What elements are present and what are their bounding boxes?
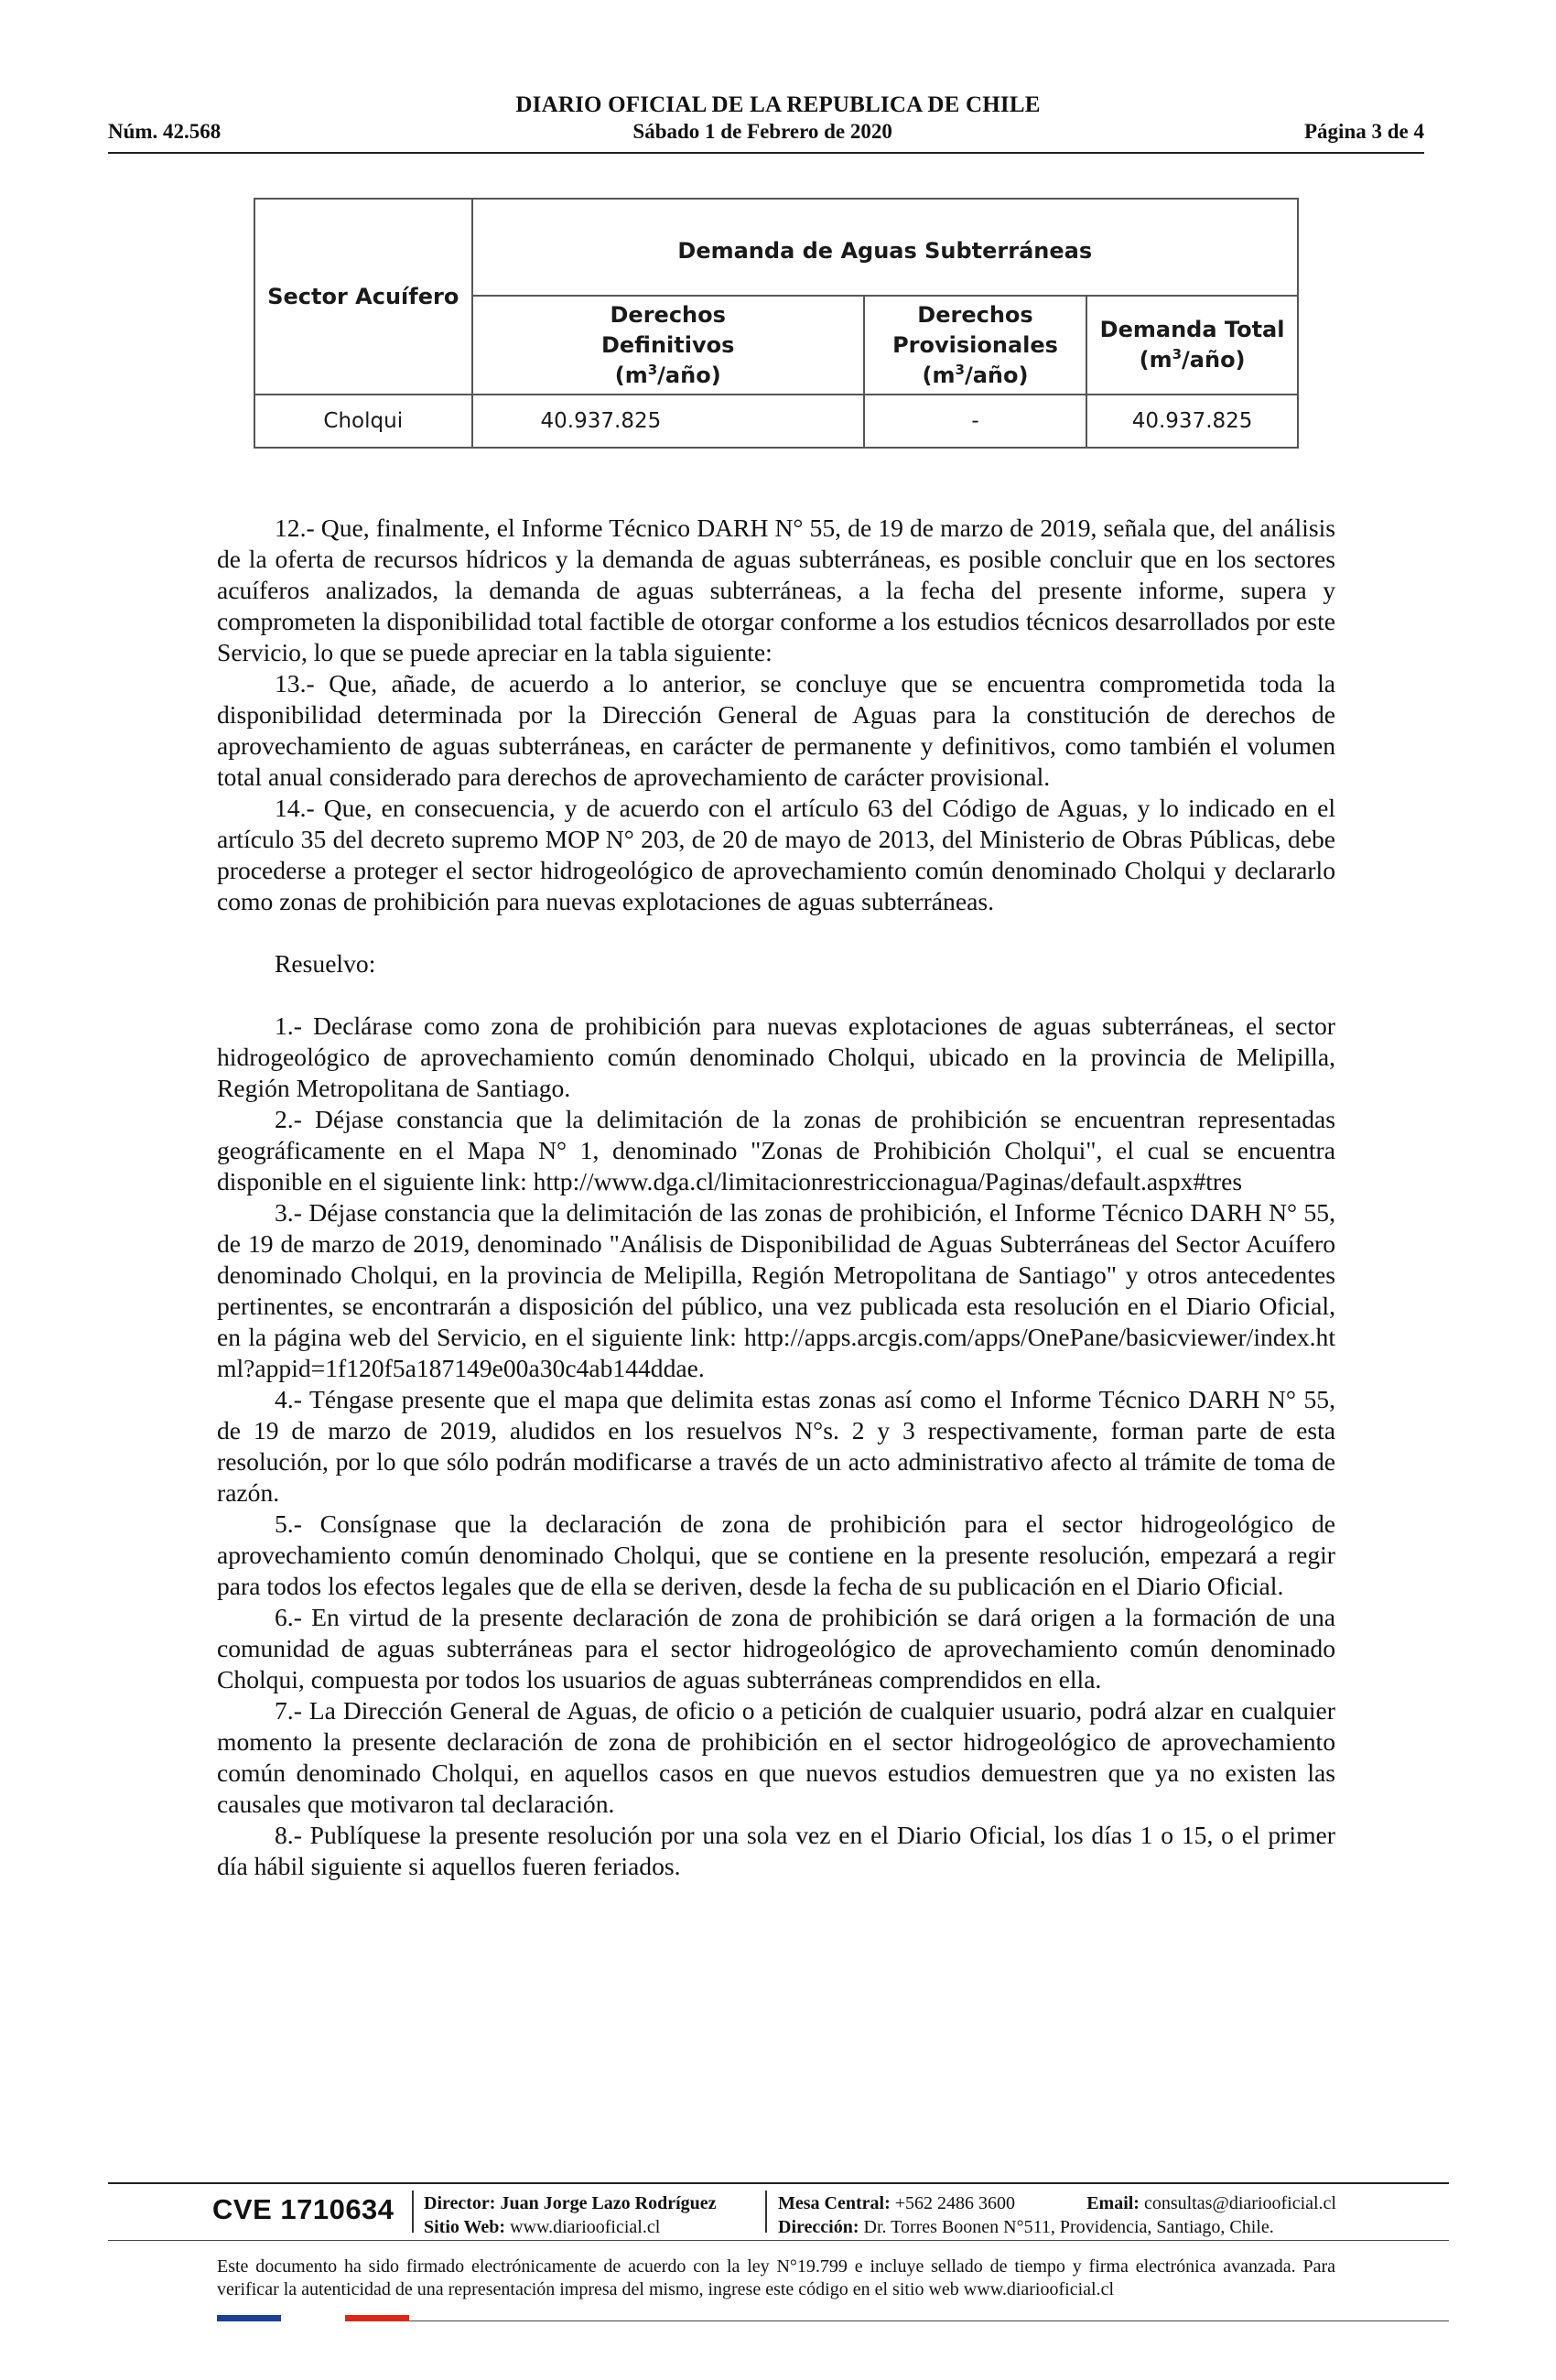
electronic-signature-note: Este documento ha sido firmado electrónicamente de acuerdo con la ley N°19.799 e incluye sellado de tiempo y firma electrónica avanzada. Para verificar la autenticidad de una representación impresa del mismo, ingrese este código en el sitio web www.diariooficial.cl: [217, 2256, 1335, 2299]
newspaper-title: DIARIO OFICIAL DE LA REPUBLICA DE CHILE: [515, 92, 1041, 117]
page-number: Página 3 de 4: [1304, 120, 1424, 143]
issue-date: Sábado 1 de Febrero de 2020: [632, 120, 892, 143]
footer-separator: [765, 2191, 767, 2233]
resuelvo-heading: Resuelvo:: [275, 949, 376, 978]
paragraph-13: 13.- Que, añade, de acuerdo a lo anterior, se concluye que se encuentra comprometida toda la disponibilidad determinada por la Dirección General de Aguas para la constitución de derechos de aprovechamiento de aguas subterráneas, en carácter de permanente y definitivos, como también el volumen total anual considerado para derechos de aprovechamiento de carácter provisional.: [217, 669, 1335, 791]
website-link[interactable]: www.diariooficial.cl: [510, 2217, 661, 2237]
map-link[interactable]: http://www.dga.cl/limitacionrestriccionagua/Paginas/default.aspx#tres: [533, 1167, 1243, 1195]
table-header-row: [254, 199, 1298, 296]
cell-sector: Cholqui: [254, 395, 472, 448]
resolution-6: 6.- En virtud de la presente declaración de zona de prohibición se dará origen a la formación de una comunidad de aguas subterráneas para el sector hidrogeológico de aprovechamiento común denominado Cholqui, compuesta por todos los usuarios de aguas subterráneas comprendidos en ella.: [217, 1603, 1335, 1693]
paragraph-12: 12.- Que, finalmente, el Informe Técnico DARH N° 55, de 19 de marzo de 2019, señala que, del análisis de la oferta de recursos hídricos y la demanda de aguas subterráneas, es posible concluir que en los sectores acuíferos analizados, la demanda de aguas subterráneas, a la fecha del presente informe, supera y comprometen la disponibilidad total factible de otorgar conforme a los estudios técnicos desarrollados por este Servicio, lo que se puede apreciar en la tabla siguiente:: [217, 514, 1335, 666]
footer-rule-mid: [108, 2240, 1449, 2241]
header-row: [108, 120, 1424, 149]
flag-white-segment: [281, 2315, 345, 2321]
demand-table: [254, 198, 1299, 449]
arcgis-link[interactable]: http://apps.arcgis.com/apps/OnePane/basicviewer/index.html?appid=1f120f5a187149e00a30c4ab144ddae.: [217, 1323, 1335, 1382]
address: Dr. Torres Boonen N°511, Providencia, Santiago, Chile.: [863, 2217, 1274, 2237]
header-rule: [108, 152, 1424, 154]
cve-code: CVE 1710634: [212, 2193, 394, 2225]
document-body: [217, 513, 1335, 1882]
cell-provisionales: -: [864, 395, 1086, 448]
flag-blue-segment: [217, 2315, 281, 2321]
col-definitivos-header: Derechos Definitivos $(m^3/año)$: [472, 296, 864, 395]
resolution-2: 2.- Déjase constancia que la delimitación de la zonas de prohibición se encuentran representadas geográficamente en el Mapa N° 1, denominado "Zonas de Prohibición Cholqui", el cual se encuentra disponible en el siguiente link: http://www.dga.cl/limitacionrestriccionagua/Paginas/default.aspx#tres: [217, 1105, 1335, 1195]
resolution-1: 1.- Declárase como zona de prohibición para nuevas explotaciones de aguas subterráneas, el sector hidrogeológico de aprovechamiento común denominado Cholqui, ubicado en la provincia de Melipilla, Región Metropolitana de Santiago.: [217, 1012, 1335, 1102]
col-provisionales-header: Derechos Provisionales $(m^3/año)$: [864, 296, 1086, 395]
resolution-8: 8.- Publíquese la presente resolución por una sola vez en el Diario Oficial, los días 1 o 15, o el primer día hábil siguiente si aquellos fueren feriados.: [217, 1821, 1335, 1880]
flag-stripe: [217, 2315, 409, 2321]
resolution-3: 3.- Déjase constancia que la delimitación de las zonas de prohibición, el Informe Técnico DARH N° 55, de 19 de marzo de 2019, denominado "Análisis de Disponibilidad de Aguas Subterráneas del Sector Acuífero denominado Cholqui, en la provincia de Melipilla, Región Metropolitana de Santiago" y otros antecedentes pertinentes, se encontrarán a disposición del público, una vez publicada esta resolución en el Diario Oficial, en la página web del Servicio, en el siguiente link: http://apps.arcgis.com/apps/OnePane/basicviewer/index.html?appid=1f120f5a187149e00a30c4ab144ddae.: [217, 1198, 1335, 1382]
cell-definitivos: 40.937.825: [472, 395, 864, 448]
table-row: [254, 395, 1298, 448]
sector-header: Sector Acuífero: [254, 199, 472, 395]
issue-number: Núm. 42.568: [108, 120, 222, 143]
footer-rule-top: [108, 2182, 1449, 2184]
group-header: Demanda de Aguas Subterráneas: [472, 199, 1298, 296]
paragraph-14: 14.- Que, en consecuencia, y de acuerdo con el artículo 63 del Código de Aguas, y lo indicado en el artículo 35 del decreto supremo MOP N° 203, de 20 de mayo de 2013, del Ministerio de Obras Públicas, debe procederse a proteger el sector hidrogeológico de aprovechamiento común denominado Cholqui y declararlo como zonas de prohibición para nuevas explotaciones de aguas subterráneas.: [217, 794, 1335, 915]
footer-director-block: Director: Juan Jorge Lazo Rodríguez Sitio Web: www.diariooficial.cl: [424, 2193, 717, 2237]
col-total-header: Demanda Total $(m^3/año)$: [1086, 296, 1298, 395]
footer-contact-block: Mesa Central: +562 2486 3600 Email: consultas@diariooficial.cl Dirección: Dr. Torres Boonen N°511, Providencia, Santiago, Chile.: [778, 2193, 1336, 2237]
phone-number: +562 2486 3600: [894, 2193, 1016, 2213]
flag-red-segment: [345, 2315, 409, 2321]
cell-total: 40.937.825: [1086, 395, 1298, 448]
director-name: Juan Jorge Lazo Rodríguez: [500, 2193, 717, 2213]
email-link[interactable]: consultas@diariooficial.cl: [1143, 2193, 1336, 2213]
resolution-4: 4.- Téngase presente que el mapa que delimita estas zonas así como el Informe Técnico DARH N° 55, de 19 de marzo de 2019, aludidos en los resuelvos N°s. 2 y 3 respectivamente, forman parte de esta resolución, por lo que sólo podrán modificarse a través de un acto administrativo afecto al trámite de toma de razón.: [217, 1385, 1335, 1507]
footer-rule-bottom: [409, 2320, 1449, 2321]
resolution-7: 7.- La Dirección General de Aguas, de oficio o a petición de cualquier usuario, podrá alzar en cualquier momento la presente declaración de zona de prohibición en el sector hidrogeológico de aprovechamiento común denominado Cholqui, en aquellos casos en que nuevos estudios demuestren que ya no existen las causales que motivaron tal declaración.: [217, 1696, 1335, 1818]
footer-separator: [412, 2191, 414, 2233]
resolution-5: 5.- Consígnase que la declaración de zona de prohibición para el sector hidrogeológico de aprovechamiento común denominado Cholqui, que se contiene en la presente resolución, empezará a regir para todos los efectos legales que de ella se deriven, desde la fecha de su publicación en el Diario Oficial.: [217, 1509, 1335, 1600]
